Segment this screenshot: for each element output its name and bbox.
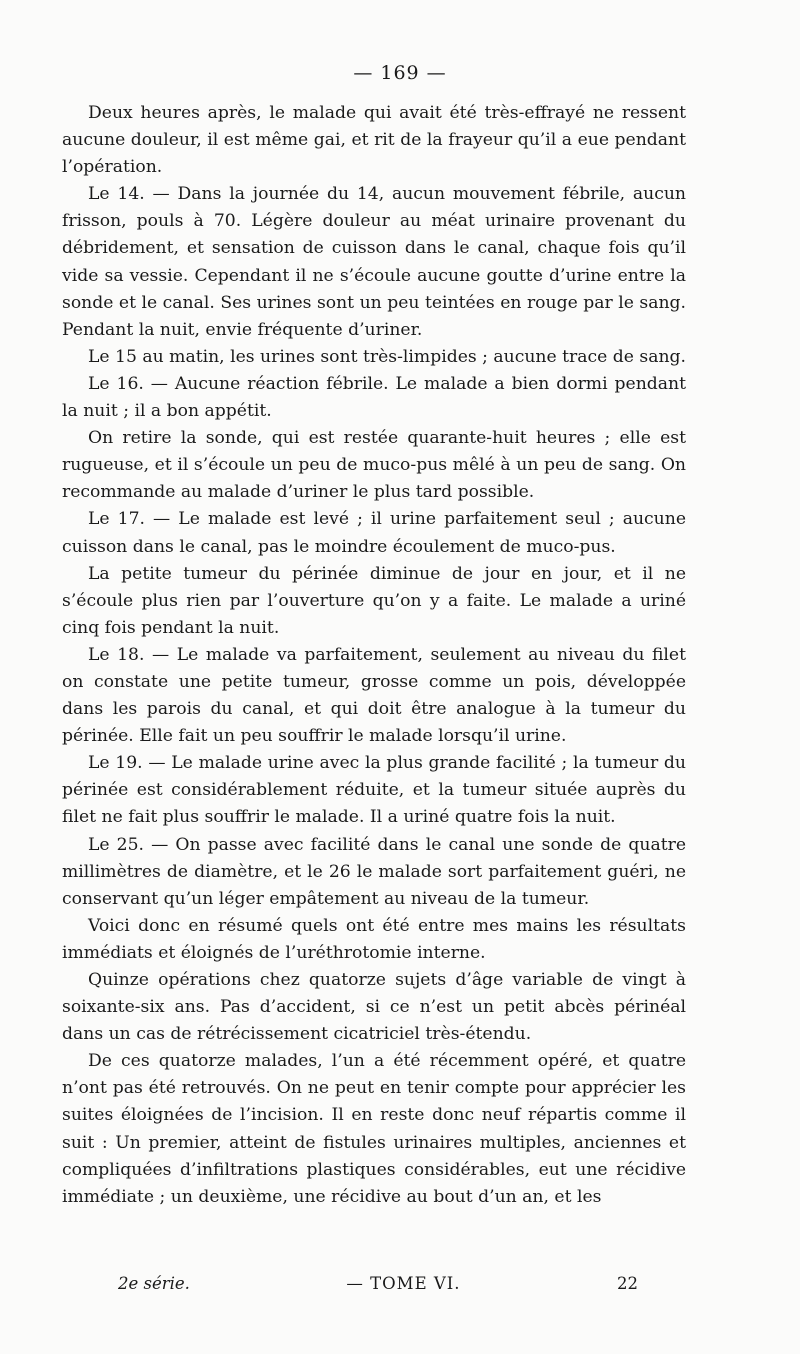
paragraph: Le 17. — Le malade est levé ; il urine parfaitement seul ; aucune cuisson dans le canal, pas le moindre écoulement de muco-pus.	[62, 509, 686, 557]
body-text	[62, 100, 686, 1211]
paragraph: Le 25. — On passe avec facilité dans le canal une sonde de quatre millimètres de diamètre, et le 26 le malade sort parfaitement guéri, ne conservant qu’un léger empâtement au niveau de la tumeur.	[62, 834, 686, 909]
page-number: — 169 —	[353, 62, 447, 84]
paragraph: Le 18. — Le malade va parfaitement, seulement au niveau du filet on constate une petite tumeur, grosse comme un pois, développée dans les parois du canal, et qui doit être analogue à la tumeur du périnée. Elle fait un peu souffrir le malade lorsqu’il urine.	[62, 644, 686, 747]
paragraph: Voici donc en résumé quels ont été entre mes mains les résultats immédiats et éloignés de l’uréthrotomie interne.	[62, 915, 686, 963]
footer-tome: — TOME VI.	[346, 1274, 461, 1293]
footer-signature: 22	[617, 1274, 638, 1293]
paragraph: La petite tumeur du périnée diminue de jour en jour, et il ne s’écoule plus rien par l’ouverture qu’on y a faite. Le malade a uriné cinq fois pendant la nuit.	[62, 563, 686, 638]
paragraph: Le 15 au matin, les urines sont très-limpides ; aucune trace de sang.	[88, 346, 686, 367]
paragraph: Le 19. — Le malade urine avec la plus grande facilité ; la tumeur du périnée est considérablement réduite, et la tumeur située auprès du filet ne fait plus souffrir le malade. Il a uriné quatre fois la nuit.	[62, 753, 686, 828]
paragraph: De ces quatorze malades, l’un a été récemment opéré, et quatre n’ont pas été retrouvés. On ne peut en tenir compte pour apprécier les suites éloignées de l’incision. Il en reste donc neuf répartis comme il suit : Un premier, atteint de fistules urinaires multiples, anciennes et compliquées d’infiltrations plastiques considérables, eut une récidive immédiate ; un deuxième, une récidive au bout d’un an, et les	[62, 1051, 686, 1207]
page-footer	[118, 1274, 638, 1293]
paragraph: Le 16. — Aucune réaction fébrile. Le malade a bien dormi pendant la nuit ; il a bon appétit.	[62, 373, 686, 422]
footer-series: 2e série.	[118, 1274, 190, 1293]
paragraph: Le 14. — Dans la journée du 14, aucun mouvement fébrile, aucun frisson, pouls à 70. Légère douleur au méat urinaire provenant du débridement, et sensation de cuisson dans le canal, chaque fois qu’il vide sa vessie. Cependant il ne s’écoule aucune goutte d’urine entre la sonde et le canal. Ses urines sont un peu teintées en rouge par le sang. Pendant la nuit, envie fréquente d’uriner.	[62, 184, 686, 340]
paragraph: Deux heures après, le malade qui avait été très-effrayé ne ressent aucune douleur, il est même gai, et rit de la frayeur qu’il a eue pendant l’opération.	[62, 103, 686, 178]
paragraph: On retire la sonde, qui est restée quarante-huit heures ; elle est rugueuse, et il s’écoule un peu de muco-pus mêlé à un peu de sang. On recommande au malade d’uriner le plus tard possible.	[62, 428, 686, 503]
paragraph: Quinze opérations chez quatorze sujets d’âge variable de vingt à soixante-six ans. Pas d’accident, si ce n’est un petit abcès périnéal dans un cas de rétrécissement cicatriciel très-étendu.	[62, 970, 686, 1045]
